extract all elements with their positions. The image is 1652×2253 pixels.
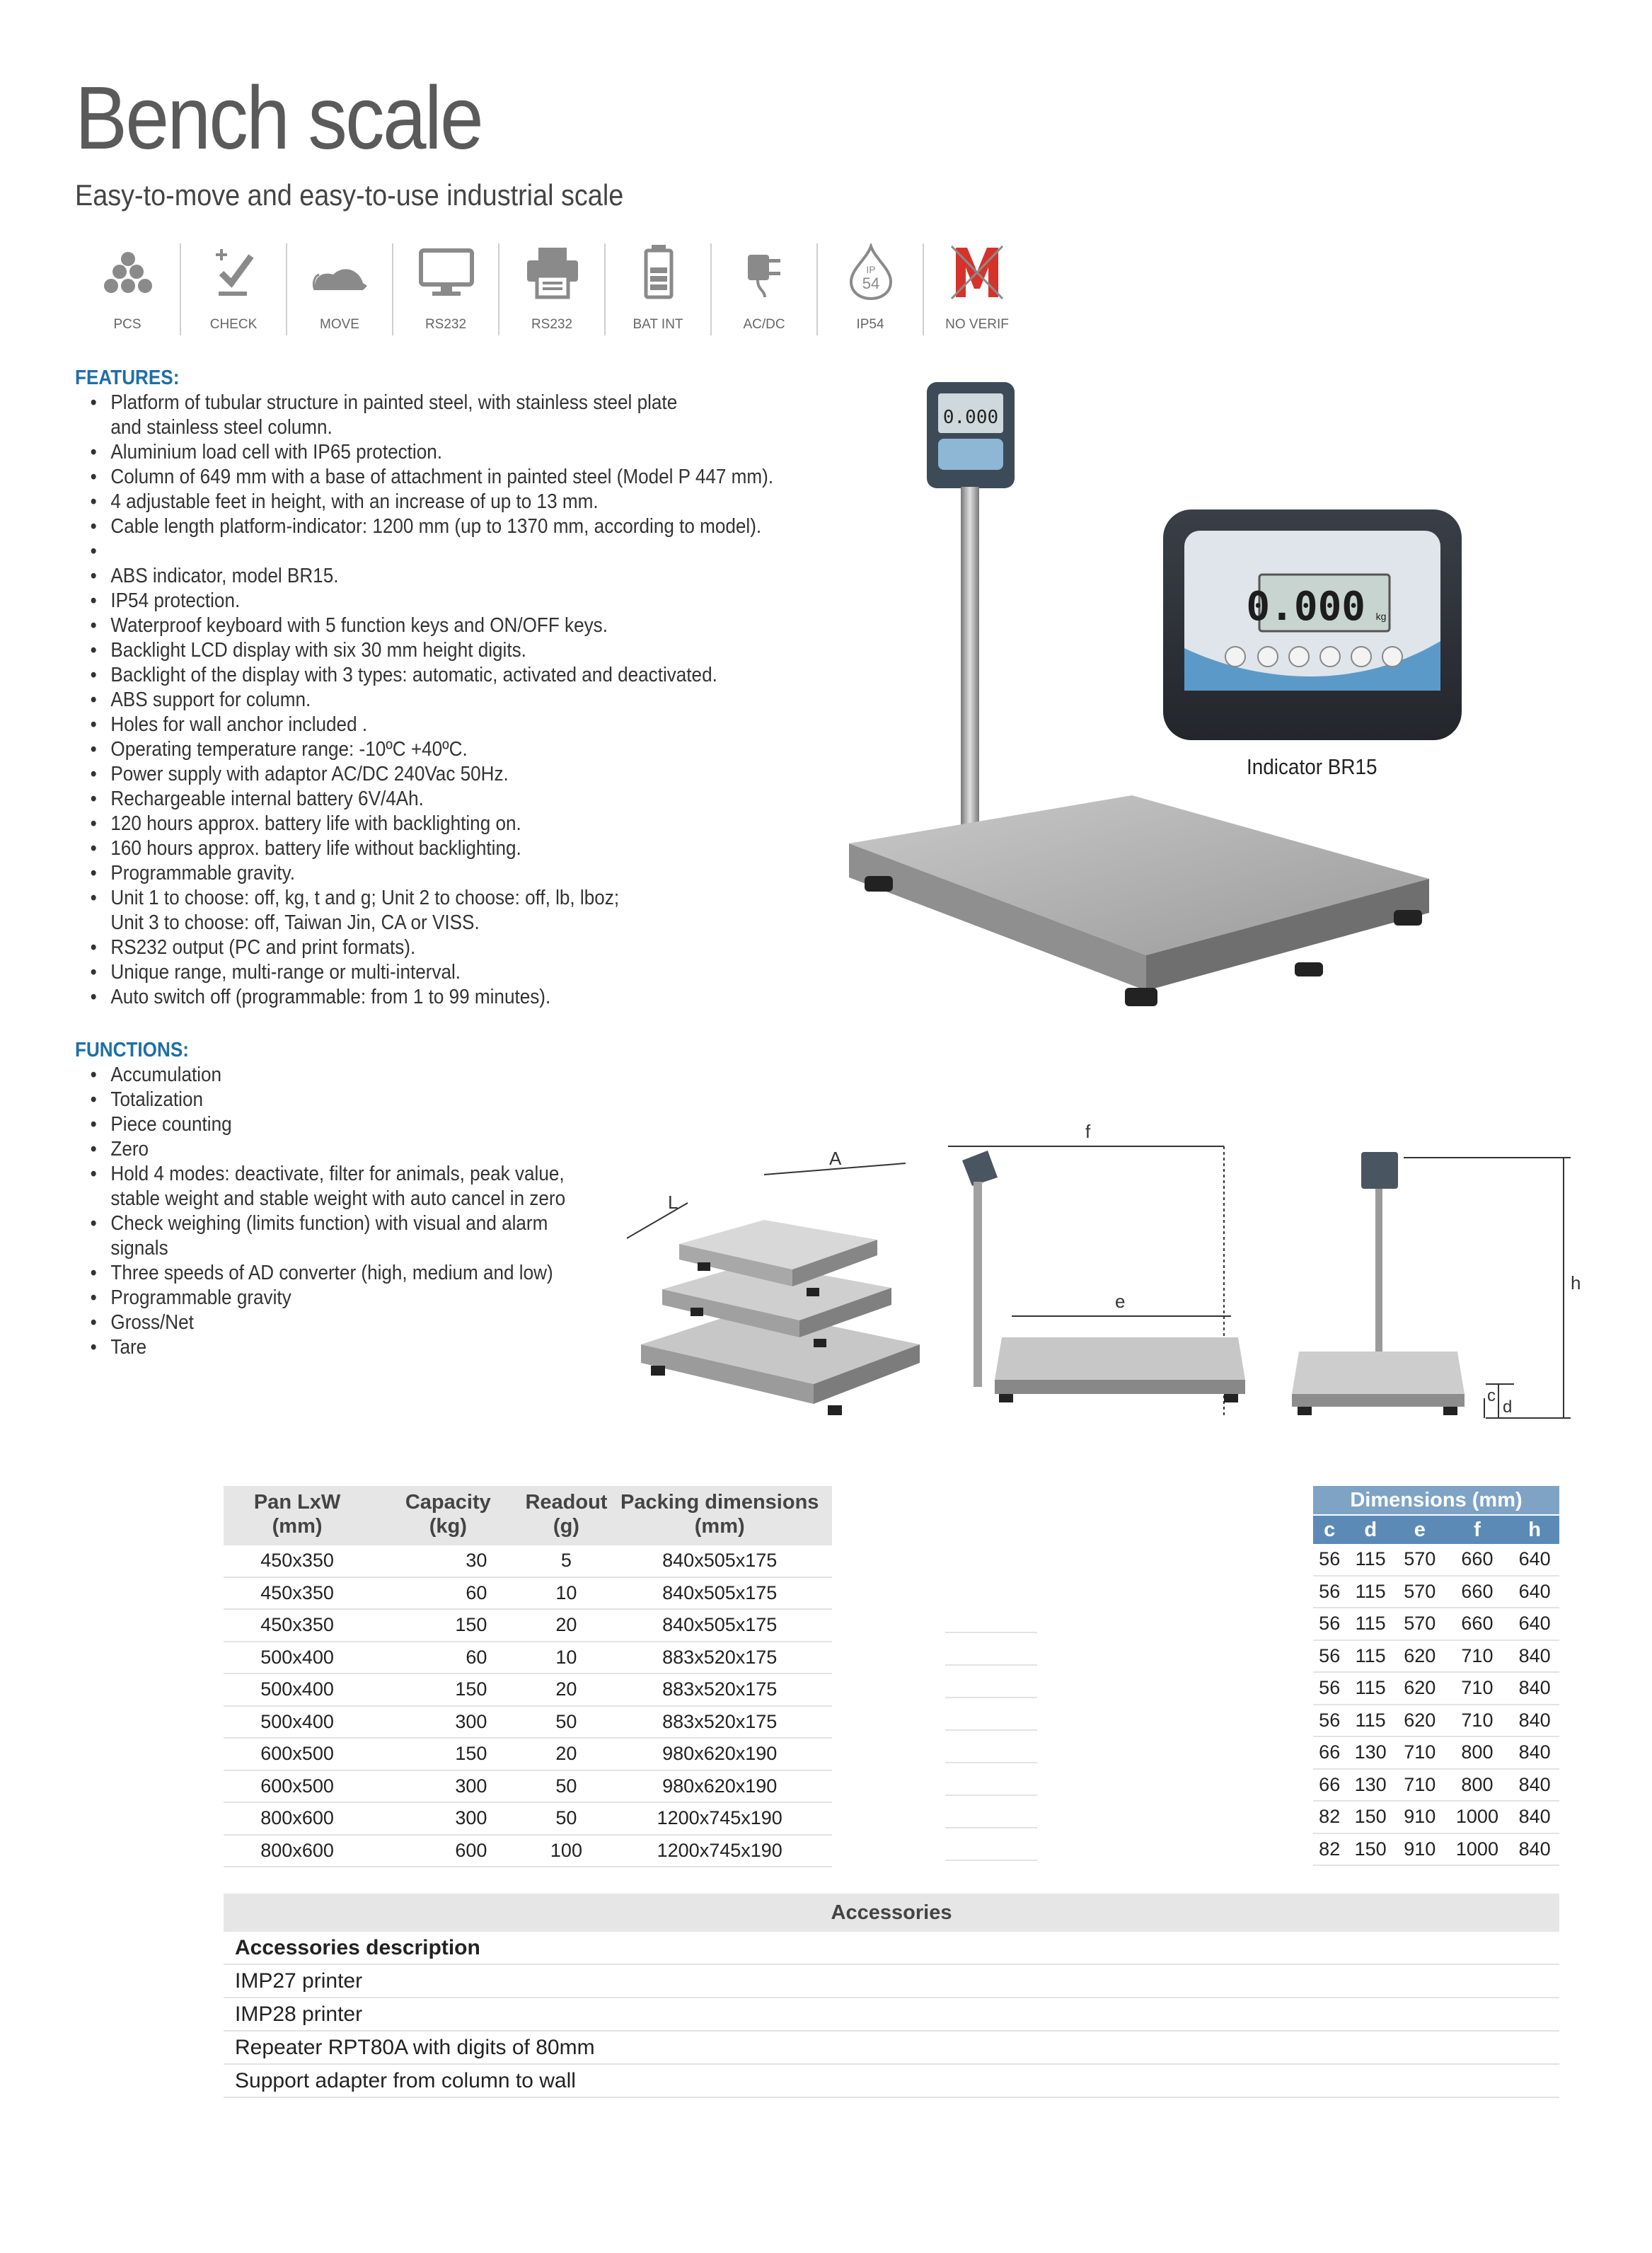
icon-label: NO VERIF — [945, 317, 1009, 332]
feature-item: • Backlight of the display with 3 types: automatic, activated and deactivated. — [75, 663, 773, 688]
feature-item: • Holes for wall anchor included . — [75, 713, 773, 737]
function-item: • Zero — [75, 1137, 565, 1162]
dim-header-h: h — [1510, 1515, 1559, 1544]
function-item: • Gross/Net — [75, 1310, 565, 1335]
dim-label-l: L — [668, 1192, 678, 1213]
dim-header-f: f — [1445, 1515, 1511, 1544]
feature-item: • Operating temperature range: -10ºC +40ºC. — [75, 737, 773, 762]
table-cell: 800 — [1445, 1769, 1511, 1802]
table-cell: 800 — [1445, 1736, 1511, 1769]
front-view-dimension-diagram — [1273, 1146, 1599, 1429]
plug-icon — [737, 243, 793, 300]
table-row — [1313, 1544, 1559, 1576]
icon-label: BAT INT — [633, 317, 683, 332]
table-row — [224, 1770, 832, 1803]
table-cell: 50 — [525, 1770, 607, 1803]
feature-item: • Cable length platform-indicator: 1200 mm (up to 1370 mm, according to model). — [75, 514, 773, 539]
function-item-continuation: signals — [110, 1237, 168, 1260]
feature-item: • RS232 output (PC and print formats). — [75, 935, 773, 960]
table-cell: 840 — [1510, 1833, 1559, 1866]
dim-header-c: c — [1313, 1515, 1346, 1544]
divider — [945, 1632, 1037, 1633]
indicator-br15-image — [1160, 507, 1465, 744]
table-cell: 840 — [1510, 1705, 1559, 1737]
divider — [945, 1664, 1037, 1666]
table-cell: 570 — [1395, 1544, 1445, 1576]
table-cell: 115 — [1346, 1608, 1395, 1640]
battery-icon — [630, 243, 687, 300]
table-cell: 20 — [525, 1673, 607, 1706]
functions-list — [75, 1063, 620, 1360]
table-row — [224, 1738, 832, 1770]
icon-cell-rs232-monitor — [393, 243, 499, 335]
feature-item: • ABS indicator, model BR15. — [75, 564, 773, 589]
drop-icon — [843, 243, 899, 300]
function-item: • Piece counting — [75, 1112, 565, 1137]
dimensions-table — [1313, 1486, 1559, 1866]
pcs-icon — [100, 243, 156, 300]
dim-header-d: d — [1346, 1515, 1395, 1544]
table-cell: 150 — [371, 1738, 525, 1770]
feature-item-continuation: Unit 3 to choose: off, Taiwan Jin, CA or VISS. — [110, 911, 480, 934]
table-cell: 600x500 — [224, 1738, 371, 1770]
table-row — [224, 1577, 832, 1610]
table-cell: 300 — [371, 1706, 525, 1739]
large-indicator-display: 0.000 — [1246, 584, 1365, 630]
dim-label-a: A — [829, 1148, 842, 1169]
feature-item: • Column of 649 mm with a base of attachment in painted steel (Model P 447 mm). — [75, 465, 773, 490]
ip-badge-bottom: 54 — [862, 275, 880, 292]
page-title: Bench scale — [75, 68, 483, 168]
table-cell: 1000 — [1445, 1801, 1511, 1833]
table-cell: 450x350 — [224, 1577, 371, 1610]
table-cell: 66 — [1313, 1736, 1346, 1769]
table-cell: 660 — [1445, 1608, 1511, 1640]
feature-item: • IP54 protection. — [75, 589, 773, 613]
table-cell: 82 — [1313, 1801, 1346, 1833]
accessory-item: IMP27 printer — [224, 1964, 1559, 1998]
accessory-row — [224, 1998, 1559, 2031]
table-row — [1313, 1833, 1559, 1866]
dim-label-f: f — [1085, 1121, 1091, 1142]
table-row — [1313, 1576, 1559, 1608]
feature-item: • Backlight LCD display with six 30 mm height digits. — [75, 638, 773, 663]
table-cell: 1000 — [1445, 1833, 1511, 1866]
table-cell: 883x520x175 — [607, 1706, 832, 1739]
table-cell: 620 — [1395, 1640, 1445, 1673]
icon-label: AC/DC — [743, 317, 785, 332]
table-cell: 82 — [1313, 1833, 1346, 1866]
table-cell: 710 — [1445, 1640, 1511, 1673]
table-row — [1313, 1672, 1559, 1705]
col-header-readout: Readout (g) — [525, 1486, 607, 1545]
table-cell: 910 — [1395, 1833, 1445, 1866]
feature-item: • Power supply with adaptor AC/DC 240Vac 50Hz. — [75, 762, 773, 787]
table-cell: 883x520x175 — [607, 1673, 832, 1706]
divider — [945, 1827, 1037, 1828]
feature-spacer — [75, 539, 773, 564]
feature-item: • Unit 1 to choose: off, kg, t and g; Unit 2 to choose: off, lb, lboz; — [75, 886, 773, 911]
feature-item: • Platform of tubular structure in painted steel, with stainless steel plate — [75, 391, 773, 415]
table-cell: 883x520x175 — [607, 1642, 832, 1674]
table-cell: 600 — [371, 1835, 525, 1867]
feature-item: • 160 hours approx. battery life without backlighting. — [75, 836, 773, 861]
table-cell: 570 — [1395, 1576, 1445, 1608]
table-row — [224, 1642, 832, 1674]
col-header-pan: Pan LxW (mm) — [224, 1486, 371, 1545]
col-header-capacity: Capacity (kg) — [371, 1486, 525, 1545]
table-row — [1313, 1736, 1559, 1769]
icon-cell-acdc — [712, 243, 818, 335]
feature-item-continuation: and stainless steel column. — [110, 416, 333, 439]
feature-item: • Programmable gravity. — [75, 861, 773, 886]
table-cell: 980x620x190 — [607, 1738, 832, 1770]
table-cell: 660 — [1445, 1544, 1511, 1576]
table-cell: 840x505x175 — [607, 1545, 832, 1577]
table-cell: 150 — [1346, 1801, 1395, 1833]
feature-item: • 120 hours approx. battery life with backlighting on. — [75, 812, 773, 836]
table-cell: 115 — [1346, 1640, 1395, 1673]
feature-icon-strip — [75, 243, 1030, 335]
table-cell: 840x505x175 — [607, 1609, 832, 1642]
divider — [945, 1794, 1037, 1796]
table-cell: 60 — [371, 1642, 525, 1674]
table-cell: 50 — [525, 1706, 607, 1739]
monitor-icon — [418, 243, 475, 300]
table-cell: 620 — [1395, 1672, 1445, 1705]
icon-label: MOVE — [320, 317, 359, 332]
table-row — [224, 1673, 832, 1706]
icon-label: PCS — [113, 317, 141, 332]
table-cell: 56 — [1313, 1672, 1346, 1705]
table-cell: 150 — [371, 1673, 525, 1706]
table-cell: 600x500 — [224, 1770, 371, 1803]
specifications-table — [224, 1486, 832, 1867]
table-cell: 840 — [1510, 1640, 1559, 1673]
table-cell: 640 — [1510, 1576, 1559, 1608]
function-item: • Check weighing (limits function) with visual and alarm — [75, 1211, 565, 1236]
dimensions-table-body — [1313, 1544, 1559, 1865]
accessory-item: IMP28 printer — [224, 1998, 1559, 2031]
icon-label: IP54 — [856, 317, 884, 332]
side-view-dimension-diagram — [934, 1118, 1245, 1429]
table-cell: 115 — [1346, 1544, 1395, 1576]
dim-label-e: e — [1115, 1291, 1126, 1312]
table-cell: 300 — [371, 1770, 525, 1803]
icon-cell-no-verif — [924, 243, 1030, 335]
table-cell: 150 — [1346, 1833, 1395, 1866]
icon-cell-battery — [606, 243, 712, 335]
dim-label-c: c — [1487, 1386, 1496, 1405]
table-cell: 115 — [1346, 1705, 1395, 1737]
table-row — [224, 1802, 832, 1835]
accessory-row — [224, 1964, 1559, 1998]
accessory-item: Repeater RPT80A with digits of 80mm — [224, 2031, 1559, 2064]
table-cell: 710 — [1395, 1736, 1445, 1769]
table-cell: 10 — [525, 1642, 607, 1674]
divider — [945, 1762, 1037, 1763]
features-list — [75, 391, 851, 1010]
table-cell: 500x400 — [224, 1642, 371, 1674]
table-cell: 66 — [1313, 1769, 1346, 1802]
table-cell: 56 — [1313, 1705, 1346, 1737]
feature-item: • Rechargeable internal battery 6V/4Ah. — [75, 787, 773, 812]
table-cell: 840 — [1510, 1736, 1559, 1769]
table-cell: 56 — [1313, 1576, 1346, 1608]
table-row — [224, 1545, 832, 1577]
mouse-icon — [312, 243, 369, 300]
icon-cell-rs232-printer — [499, 243, 606, 335]
features-heading: FEATURES: — [75, 367, 180, 389]
feature-item: • Waterproof keyboard with 5 function keys and ON/OFF keys. — [75, 613, 773, 638]
function-item: • Programmable gravity — [75, 1286, 565, 1310]
icon-cell-move — [287, 243, 393, 335]
table-cell: 840x505x175 — [607, 1577, 832, 1610]
table-cell: 50 — [525, 1802, 607, 1835]
table-cell: 840 — [1510, 1672, 1559, 1705]
printer-icon — [524, 243, 581, 300]
table-cell: 450x350 — [224, 1545, 371, 1577]
indicator-unit: kg — [1375, 611, 1387, 622]
table-cell: 10 — [525, 1577, 607, 1610]
table-cell: 130 — [1346, 1769, 1395, 1802]
table-cell: 840 — [1510, 1801, 1559, 1833]
accessory-row — [224, 2064, 1559, 2097]
table-cell: 130 — [1346, 1736, 1395, 1769]
ip-badge-top: IP — [866, 264, 876, 275]
divider — [945, 1860, 1037, 1861]
table-cell: 980x620x190 — [607, 1770, 832, 1803]
icon-cell-pcs — [75, 243, 181, 335]
divider — [945, 1697, 1037, 1698]
table-row — [224, 1835, 832, 1867]
table-cell: 800x600 — [224, 1835, 371, 1867]
spec-table-body — [224, 1545, 832, 1867]
table-cell: 710 — [1445, 1672, 1511, 1705]
table-cell: 300 — [371, 1802, 525, 1835]
feature-item: • Unique range, multi-range or multi-interval. — [75, 960, 773, 985]
table-row — [1313, 1801, 1559, 1833]
function-item: • Tare — [75, 1335, 565, 1360]
table-cell: 660 — [1445, 1576, 1511, 1608]
table-cell: 150 — [371, 1609, 525, 1642]
icon-cell-ip54 — [818, 243, 924, 335]
table-row — [1313, 1705, 1559, 1737]
icon-label: CHECK — [209, 317, 258, 332]
table-cell: 910 — [1395, 1801, 1445, 1833]
spec-header-row — [224, 1486, 832, 1545]
dim-header-e: e — [1395, 1515, 1445, 1544]
page-subtitle: Easy-to-move and easy-to-use industrial scale — [75, 178, 624, 212]
table-cell: 56 — [1313, 1640, 1346, 1673]
table-cell: 710 — [1395, 1769, 1445, 1802]
divider — [945, 1729, 1037, 1731]
feature-item: • 4 adjustable feet in height, with an increase of up to 13 mm. — [75, 490, 773, 514]
function-item: • Three speeds of AD converter (high, medium and low) — [75, 1261, 565, 1286]
accessories-table — [224, 1894, 1559, 2098]
icon-label: RS232 — [531, 317, 573, 332]
icon-label: RS232 — [424, 317, 467, 332]
table-cell: 620 — [1395, 1705, 1445, 1737]
table-cell: 500x400 — [224, 1706, 371, 1739]
table-row — [1313, 1608, 1559, 1640]
function-item-continuation: stable weight and stable weight with auto cancel in zero — [110, 1187, 566, 1210]
function-item: • Totalization — [75, 1088, 565, 1112]
accessory-row — [224, 2031, 1559, 2064]
table-cell: 840 — [1510, 1769, 1559, 1802]
feature-item: • Aluminium load cell with IP65 protection. — [75, 440, 773, 465]
table-cell: 640 — [1510, 1608, 1559, 1640]
small-indicator-display: 0.000 — [942, 407, 999, 428]
icon-cell-check — [181, 243, 287, 335]
indicator-caption: Indicator BR15 — [1247, 754, 1377, 779]
table-cell: 640 — [1510, 1544, 1559, 1576]
stacked-scales-diagram — [623, 1132, 920, 1429]
table-cell: 800x600 — [224, 1802, 371, 1835]
table-cell: 5 — [525, 1545, 607, 1577]
table-cell: 710 — [1445, 1705, 1511, 1737]
table-cell: 56 — [1313, 1544, 1346, 1576]
table-cell: 115 — [1346, 1672, 1395, 1705]
function-item: • Accumulation — [75, 1063, 565, 1088]
check-icon — [206, 243, 262, 300]
function-item: • Hold 4 modes: deactivate, filter for animals, peak value, — [75, 1162, 565, 1187]
feature-item: • ABS support for column. — [75, 688, 773, 713]
table-cell: 1200x745x190 — [607, 1835, 832, 1867]
accessories-description-header: Accessories description — [224, 1932, 1559, 1964]
table-row — [224, 1706, 832, 1739]
dim-label-d: d — [1503, 1398, 1513, 1417]
accessories-title: Accessories — [224, 1894, 1559, 1932]
functions-heading: FUNCTIONS: — [75, 1039, 189, 1061]
dim-label-h: h — [1571, 1272, 1581, 1293]
no-verif-icon — [949, 243, 1005, 300]
table-cell: 60 — [371, 1577, 525, 1610]
table-cell: 100 — [525, 1835, 607, 1867]
col-header-packing: Packing dimensions (mm) — [607, 1486, 832, 1545]
table-cell: 500x400 — [224, 1673, 371, 1706]
feature-item: • Auto switch off (programmable: from 1 to 99 minutes). — [75, 985, 773, 1010]
table-row — [224, 1609, 832, 1642]
table-cell: 570 — [1395, 1608, 1445, 1640]
table-cell: 20 — [525, 1609, 607, 1642]
table-cell: 1200x745x190 — [607, 1802, 832, 1835]
table-row — [1313, 1640, 1559, 1673]
table-cell: 56 — [1313, 1608, 1346, 1640]
table-row — [1313, 1769, 1559, 1802]
accessory-item: Support adapter from column to wall — [224, 2064, 1559, 2097]
table-cell: 115 — [1346, 1576, 1395, 1608]
dimensions-title: Dimensions (mm) — [1313, 1486, 1559, 1515]
table-cell: 20 — [525, 1738, 607, 1770]
table-cell: 30 — [371, 1545, 525, 1577]
table-cell: 450x350 — [224, 1609, 371, 1642]
